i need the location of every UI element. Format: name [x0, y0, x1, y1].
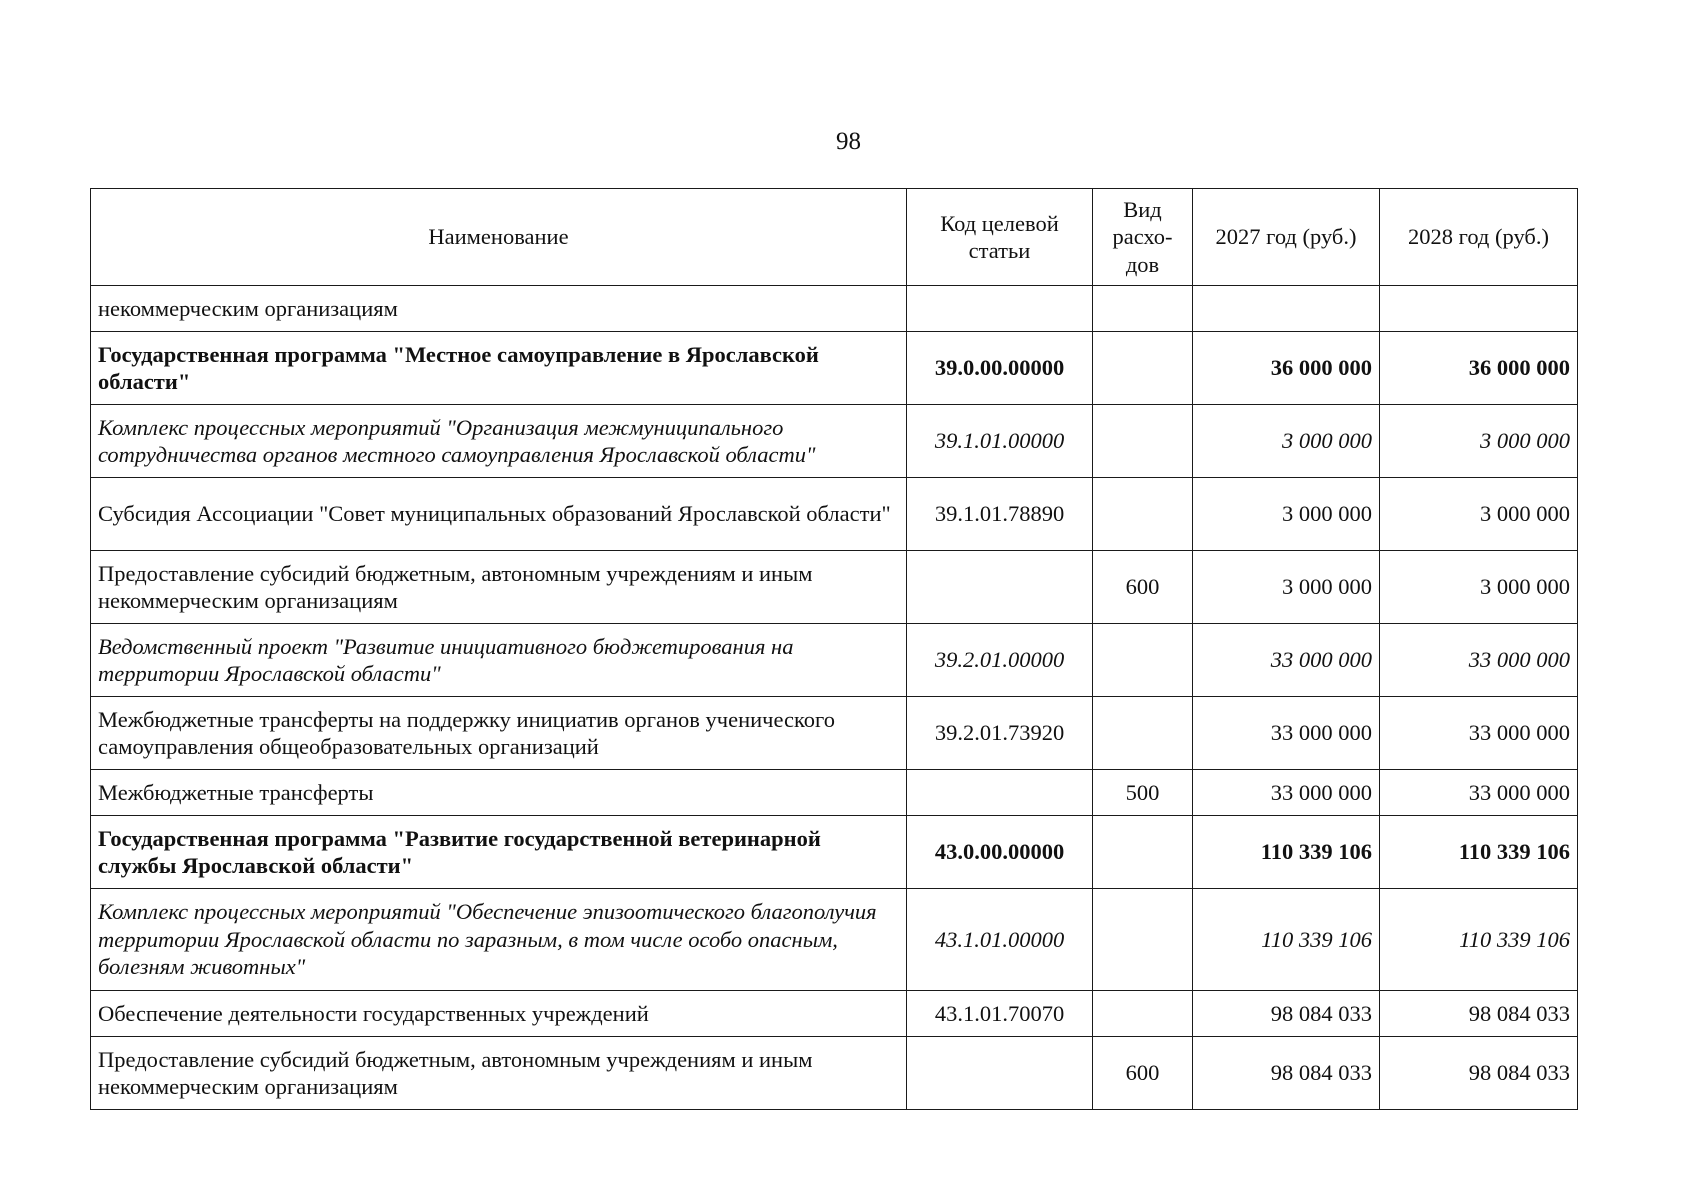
page-number: 98	[836, 128, 861, 155]
table-row	[91, 286, 1578, 332]
row-name: некоммерческим организациям	[91, 286, 907, 332]
row-code: 39.0.00.00000	[907, 332, 1093, 405]
row-name: Предоставление субсидий бюджетным, автономным учреждениям и иным некоммерческим организациям	[91, 1037, 907, 1110]
row-code: 43.0.00.00000	[907, 816, 1093, 889]
row-value-2027: 3 000 000	[1193, 405, 1380, 478]
row-value-2028: 33 000 000	[1380, 624, 1578, 697]
row-expense-type	[1093, 286, 1193, 332]
row-name: Субсидия Ассоциации "Совет муниципальных образований Ярославской области"	[91, 478, 907, 551]
table-row	[91, 816, 1578, 889]
header-expense-type: Вид расхо-дов	[1093, 189, 1193, 286]
row-expense-type	[1093, 991, 1193, 1037]
row-code: 39.1.01.78890	[907, 478, 1093, 551]
row-value-2028	[1380, 286, 1578, 332]
budget-table	[90, 188, 1578, 1110]
row-value-2027: 98 084 033	[1193, 1037, 1380, 1110]
row-value-2028: 98 084 033	[1380, 1037, 1578, 1110]
row-value-2027: 33 000 000	[1193, 770, 1380, 816]
header-year-2028: 2028 год (руб.)	[1380, 189, 1578, 286]
header-row	[91, 189, 1578, 286]
row-value-2027: 33 000 000	[1193, 697, 1380, 770]
table-row	[91, 624, 1578, 697]
row-code	[907, 770, 1093, 816]
row-name: Государственная программа "Развитие государственной ветеринарной службы Ярославской области"	[91, 816, 907, 889]
row-expense-type	[1093, 478, 1193, 551]
table-row	[91, 551, 1578, 624]
row-name: Ведомственный проект "Развитие инициативного бюджетирования на территории Ярославской области"	[91, 624, 907, 697]
row-code	[907, 286, 1093, 332]
row-expense-type	[1093, 816, 1193, 889]
row-expense-type	[1093, 405, 1193, 478]
header-code: Код целевой статьи	[907, 189, 1093, 286]
table-row	[91, 697, 1578, 770]
row-value-2027: 110 339 106	[1193, 889, 1380, 991]
header-name: Наименование	[91, 189, 907, 286]
row-expense-type	[1093, 332, 1193, 405]
row-value-2027: 3 000 000	[1193, 551, 1380, 624]
row-name: Комплекс процессных мероприятий "Организация межмуниципального сотрудничества органов местного самоуправления Ярославской области"	[91, 405, 907, 478]
row-value-2027	[1193, 286, 1380, 332]
row-value-2028: 110 339 106	[1380, 889, 1578, 991]
table-row	[91, 405, 1578, 478]
row-value-2028: 3 000 000	[1380, 551, 1578, 624]
row-code: 39.1.01.00000	[907, 405, 1093, 478]
row-name: Межбюджетные трансферты на поддержку инициатив органов ученического самоуправления общеобразовательных организаций	[91, 697, 907, 770]
row-expense-type: 600	[1093, 551, 1193, 624]
row-expense-type	[1093, 889, 1193, 991]
row-code: 39.2.01.00000	[907, 624, 1093, 697]
table-row	[91, 991, 1578, 1037]
row-name: Комплекс процессных мероприятий "Обеспечение эпизоотического благополучия территории Ярославской области по заразным, в том числе особо опасным, болезням животных"	[91, 889, 907, 991]
row-code: 39.2.01.73920	[907, 697, 1093, 770]
row-code	[907, 551, 1093, 624]
row-expense-type	[1093, 624, 1193, 697]
table-row	[91, 478, 1578, 551]
row-name: Государственная программа "Местное самоуправление в Ярославской области"	[91, 332, 907, 405]
row-name: Межбюджетные трансферты	[91, 770, 907, 816]
row-value-2027: 3 000 000	[1193, 478, 1380, 551]
row-value-2028: 3 000 000	[1380, 405, 1578, 478]
row-name: Обеспечение деятельности государственных учреждений	[91, 991, 907, 1037]
row-code: 43.1.01.70070	[907, 991, 1093, 1037]
row-expense-type: 600	[1093, 1037, 1193, 1110]
row-value-2027: 110 339 106	[1193, 816, 1380, 889]
table-row	[91, 770, 1578, 816]
table-row	[91, 889, 1578, 991]
header-year-2027: 2027 год (руб.)	[1193, 189, 1380, 286]
row-value-2027: 33 000 000	[1193, 624, 1380, 697]
row-value-2028: 98 084 033	[1380, 991, 1578, 1037]
row-name: Предоставление субсидий бюджетным, автономным учреждениям и иным некоммерческим организациям	[91, 551, 907, 624]
row-code: 43.1.01.00000	[907, 889, 1093, 991]
row-value-2028: 110 339 106	[1380, 816, 1578, 889]
row-value-2028: 3 000 000	[1380, 478, 1578, 551]
row-value-2028: 33 000 000	[1380, 697, 1578, 770]
row-value-2028: 33 000 000	[1380, 770, 1578, 816]
row-expense-type: 500	[1093, 770, 1193, 816]
row-expense-type	[1093, 697, 1193, 770]
row-value-2028: 36 000 000	[1380, 332, 1578, 405]
row-value-2027: 98 084 033	[1193, 991, 1380, 1037]
row-value-2027: 36 000 000	[1193, 332, 1380, 405]
table-row	[91, 332, 1578, 405]
row-code	[907, 1037, 1093, 1110]
table-row	[91, 1037, 1578, 1110]
